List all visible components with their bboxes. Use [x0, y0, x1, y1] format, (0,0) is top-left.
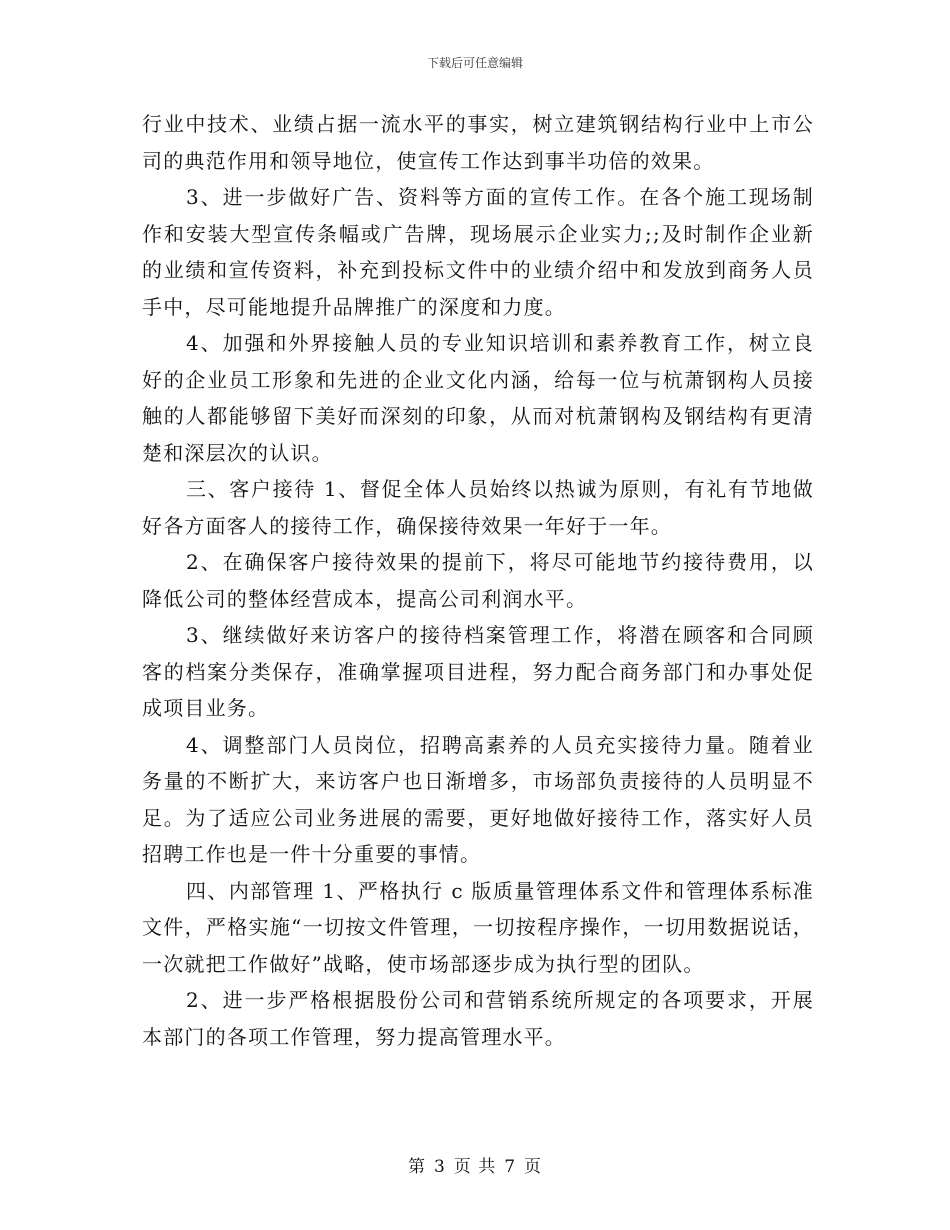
footer-page-number: 3	[433, 1157, 446, 1177]
paragraph-9: 2、进一步严格根据股份公司和营销系统所规定的各项要求，开展本部门的各项工作管理，努力提高管理水平。	[142, 988, 814, 1049]
document-body	[142, 106, 814, 1055]
paragraph-4: 三、客户接待 1、督促全体人员始终以热诚为原则，有礼有节地做好各方面客人的接待工作，确保接待效果一年好于一年。	[142, 477, 814, 538]
paragraph-3: 4、加强和外界接触人员的专业知识培训和素养教育工作，树立良好的企业员工形象和先进的企业文化内涵，给每一位与杭萧钢构人员接触的人都能够留下美好而深刻的印象，从而对杭萧钢构及钢结构有更清楚和深层次的认识。	[142, 331, 814, 465]
footer-suffix: 页	[524, 1157, 543, 1177]
paragraph-8: 四、内部管理 1、严格执行 c 版质量管理体系文件和管理体系标准文件，严格实施“一切按文件管理，一切按程序操作，一切用数据说话，一次就把工作做好”战略，使市场部逐步成为执行型的团队。	[142, 878, 814, 976]
paragraph-6: 3、继续做好来访客户的接待档案管理工作，将潜在顾客和合同顾客的档案分类保存，准确掌握项目进程，努力配合商务部门和办事处促成项目业务。	[142, 623, 814, 720]
page-footer	[0, 1152, 950, 1177]
paragraph-1: 行业中技术、业绩占据一流水平的事实，树立建筑钢结构行业中上市公司的典范作用和领导地位，使宣传工作达到事半功倍的效果。	[142, 112, 814, 173]
footer-prefix: 第	[407, 1157, 426, 1177]
footer-total-pages: 7	[504, 1157, 517, 1177]
paragraph-7: 4、调整部门人员岗位，招聘高素养的人员充实接待力量。随着业务量的不断扩大，来访客户也日渐增多，市场部负责接待的人员明显不足。为了适应公司业务进展的需要，更好地做好接待工作，落实好人员招聘工作也是一件十分重要的事情。	[142, 732, 814, 866]
page-header: 下载后可任意编辑	[426, 56, 523, 70]
footer-middle: 页 共	[453, 1157, 497, 1177]
paragraph-2: 3、进一步做好广告、资料等方面的宣传工作。在各个施工现场制作和安装大型宣传条幅或广告牌，现场展示企业实力;;及时制作企业新的业绩和宣传资料，补充到投标文件中的业绩介绍中和发放到商务人员手中，尽可能地提升品牌推广的深度和力度。	[142, 185, 814, 319]
paragraph-5: 2、在确保客户接待效果的提前下，将尽可能地节约接待费用，以降低公司的整体经营成本，提高公司利润水平。	[142, 550, 814, 611]
